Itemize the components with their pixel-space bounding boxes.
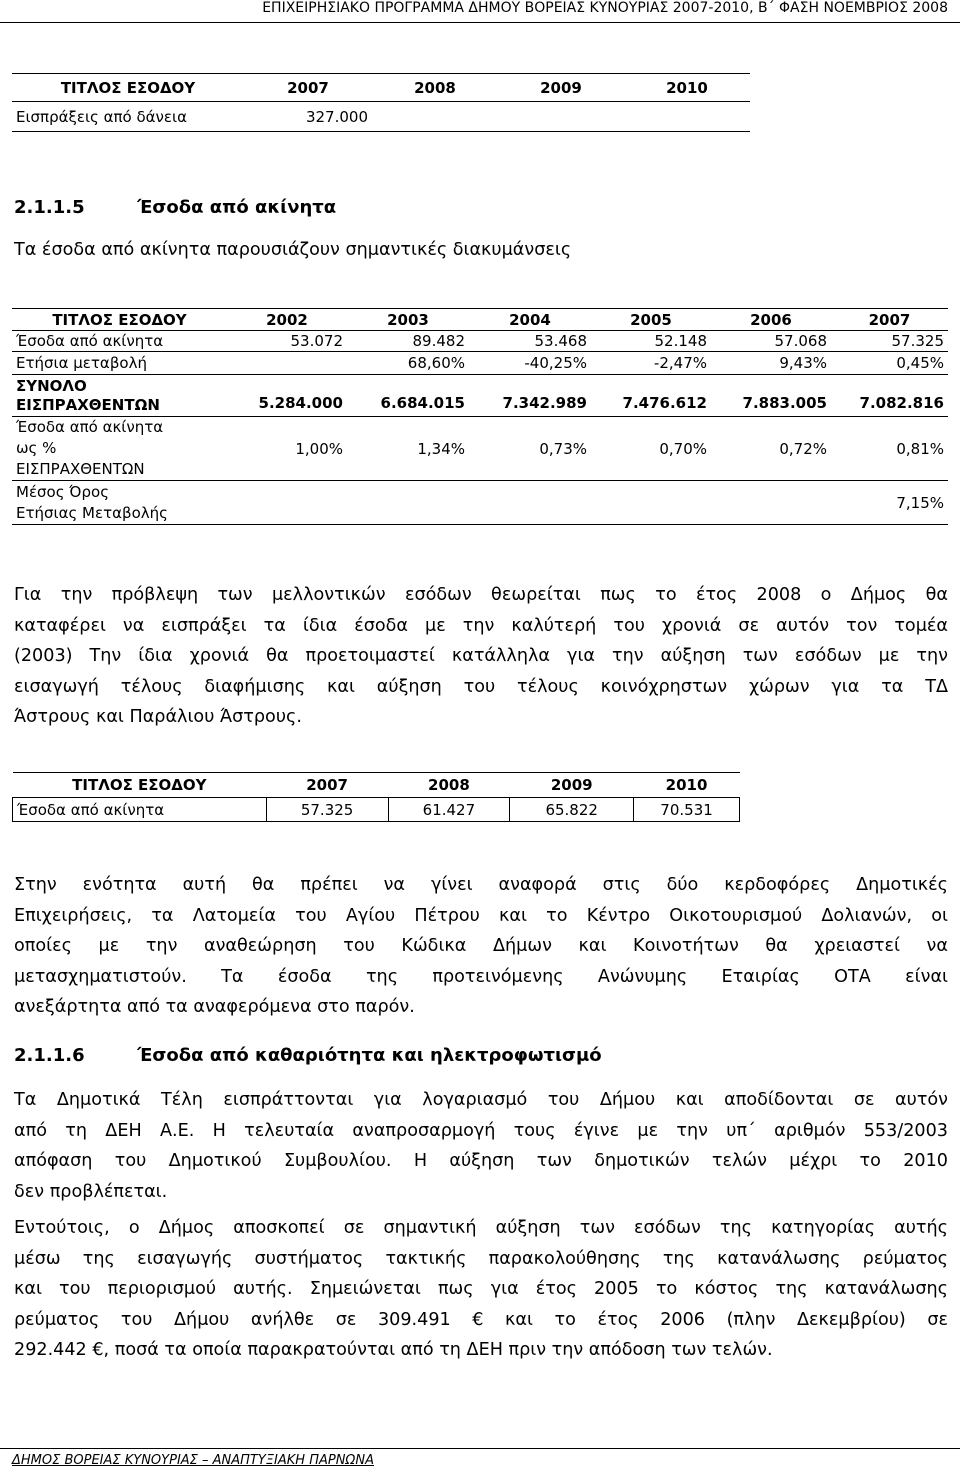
enterprises-paragraph <box>14 870 948 1023</box>
table-cell: 53.468 <box>534 332 587 350</box>
electricity-paragraph <box>14 1213 948 1366</box>
paragraph-line: Επιχειρήσεις, τα Λατομεία του Αγίου Πέτρου και το Κέντρο Οικοτουρισμού Δολιανών, οι <box>14 905 948 926</box>
table-header-cell: ΤΙΤΛΟΣ ΕΣΟΔΟΥ <box>60 78 196 97</box>
table-cell: 68,60% <box>407 354 465 372</box>
section-title: Έσοδα από καθαριότητα και ηλεκτροφωτισμό <box>137 1045 602 1066</box>
table-cell: -40,25% <box>524 354 587 372</box>
paragraph-line: από τη ΔΕΗ Α.Ε. Η τελευταία αναπροσαρμογή τους έγινε με την υπ΄ αριθμόν 553/2003 <box>14 1120 948 1141</box>
table-cell: 7.476.612 <box>622 393 707 412</box>
row-label-line: ΕΙΣΠΡΑΧΘΕΝΤΩΝ <box>16 395 160 414</box>
table-cell: 61.427 <box>388 798 510 822</box>
footer-divider <box>0 1448 960 1449</box>
municipal-fees-paragraph <box>14 1085 948 1207</box>
table-cell <box>12 481 227 525</box>
paragraph-line: 292.442 €, ποσά τα οποία παρακρατούνται από τη ΔΕΗ πριν την απόδοση των τελών. <box>14 1340 773 1360</box>
header-divider <box>0 22 960 23</box>
forecast-paragraph <box>14 580 948 733</box>
table-header-cell: 2008 <box>428 776 470 794</box>
table-cell: 0,81% <box>896 439 944 458</box>
table-cell: 7.082.816 <box>859 393 944 412</box>
paragraph-line: και του περιορισμού αυτής. Σημειώνεται πως για έτος 2005 το κόστος της κατανάλωσης <box>14 1279 948 1299</box>
table-cell <box>12 375 227 417</box>
table-cell <box>347 481 469 525</box>
table-header-cell: 2010 <box>666 78 708 97</box>
table-header-cell: 2007 <box>287 78 329 97</box>
section-heading-2-1-1-6 <box>14 1045 602 1066</box>
table-cell: 53.072 <box>290 332 343 350</box>
table-cell: 57.068 <box>774 332 827 350</box>
property-forecast-table <box>12 772 740 822</box>
paragraph-line: (2003) Την ίδια χρονιά θα προετοιμαστεί κατάλληλα για την αύξηση των εσόδων με την <box>14 646 948 666</box>
paragraph-line: μετασχηματιστούν. Τα έσοδα της προτεινόμενης Ανώνυμης Εταιρίας ΟΤΑ είναι <box>14 966 948 987</box>
table-cell: Έσοδα από ακίνητα <box>16 332 164 350</box>
table-header-cell: 2002 <box>266 310 308 329</box>
table-cell: Εισπράξεις από δάνεια <box>16 107 187 126</box>
paragraph-line: ρεύματος του Δήμου ανήλθε σε 309.491 € και το έτος 2006 (πλην Δεκεμβρίου) σε <box>14 1309 948 1330</box>
section-number: 2.1.1.6 <box>14 1045 85 1066</box>
table-cell: 1,00% <box>295 439 343 458</box>
page-footer: ΔΗΜΟΣ ΒΟΡΕΙΑΣ ΚΥΝΟΥΡΙΑΣ – ΑΝΑΠΤΥΞΙΑΚΗ ΠΑΡΝΩΝΑ <box>12 1453 374 1468</box>
row-label-line: Ετήσιας Μεταβολής <box>16 503 168 522</box>
paragraph-line: Για την πρόβλεψη των μελλοντικών εσόδων θεωρείται πως το έτος 2008 ο Δήμος θα <box>14 585 948 605</box>
table-cell: 327.000 <box>305 107 368 126</box>
table-cell <box>711 481 831 525</box>
table-cell: 0,73% <box>539 439 587 458</box>
table-cell: 65.822 <box>510 798 634 822</box>
table-cell: 52.148 <box>654 332 707 350</box>
table-header-cell: 2003 <box>387 310 429 329</box>
section-number: 2.1.1.5 <box>14 197 85 218</box>
table-cell <box>624 102 750 132</box>
property-revenue-table <box>12 308 948 525</box>
paragraph-line: δεν προβλέπεται. <box>14 1181 168 1202</box>
paragraph-line: απόφαση του Δημοτικού Συμβουλίου. Η αύξηση των δημοτικών τελών μέχρι το 2010 <box>14 1151 948 1171</box>
table-header-cell: 2008 <box>414 78 456 97</box>
table-cell: 6.684.015 <box>380 393 465 412</box>
page-header: ΕΠΙΧΕΙΡΗΣΙΑΚΟ ΠΡΟΓΡΑΜΜΑ ΔΗΜΟΥ ΒΟΡΕΙΑΣ ΚΥΝΟΥΡΙΑΣ 2007-2010, Β΄ ΦΑΣΗ ΝΟΕΜΒΡΙΟΣ 2008 <box>262 0 948 16</box>
paragraph-line: καταφέρει να εισπράξει τα ίδια έσοδα με την καλύτερή του χρονιά σε αυτόν τον τομέα <box>14 615 948 636</box>
paragraph-line: ανεξάρτητα από τα αναφερόμενα στο παρόν. <box>14 997 415 1017</box>
table-header-cell: ΤΙΤΛΟΣ ΕΣΟΔΟΥ <box>52 310 187 329</box>
table-cell: 7.883.005 <box>742 393 827 412</box>
table-cell: 7,15% <box>896 493 944 512</box>
paragraph-line: μέσω της εισαγωγής συστήματος τακτικής παρακολούθησης της κατανάλωσης ρεύματος <box>14 1248 948 1269</box>
table-cell: 57.325 <box>266 798 388 822</box>
table-cell: Ετήσια μεταβολή <box>16 354 147 372</box>
row-label-line: Μέσος Όρος <box>16 482 109 501</box>
table-cell: 9,43% <box>779 354 827 372</box>
section-title: Έσοδα από ακίνητα <box>137 197 337 218</box>
table-header-cell: 2007 <box>868 310 911 329</box>
loan-receipts-table <box>12 73 750 132</box>
table-header-cell: 2005 <box>630 310 672 329</box>
table-cell: Έσοδα από ακίνητα <box>13 798 267 822</box>
paragraph-line: Άστρους και Παράλιου Άστρους. <box>14 707 302 727</box>
paragraph-line: οποίες με την αναθεώρηση του Κώδικα Δήμων και Κοινοτήτων θα χρειαστεί να <box>14 936 948 956</box>
table-cell: 5.284.000 <box>258 393 343 412</box>
table-cell: 0,70% <box>659 439 707 458</box>
table-cell <box>372 102 498 132</box>
table-header-cell: 2006 <box>750 310 792 329</box>
row-label-line: ως % <box>16 439 57 457</box>
paragraph-line: εισαγωγή τέλους διαφήμισης και αύξηση του τέλους κοινόχρηστων χώρων για τα ΤΔ <box>14 676 948 697</box>
table-header-cell: ΤΙΤΛΟΣ ΕΣΟΔΟΥ <box>72 776 207 794</box>
table-cell: 70.531 <box>634 798 740 822</box>
table-header-cell: 2009 <box>540 78 582 97</box>
table-cell: -2,47% <box>653 354 707 372</box>
table-header-cell: 2010 <box>665 776 708 794</box>
table-cell <box>591 481 711 525</box>
table-header-cell: 2009 <box>550 776 593 794</box>
row-label-line: ΕΙΣΠΡΑΧΘΕΝΤΩΝ <box>16 460 145 478</box>
row-label-line: ΣΥΝΟΛΟ <box>16 376 87 395</box>
table-cell <box>227 481 347 525</box>
intro-text: Τα έσοδα από ακίνητα παρουσιάζουν σημαντικές διακυμάνσεις <box>14 240 572 260</box>
table-header-cell: 2007 <box>306 776 348 794</box>
table-header-cell: 2004 <box>509 310 551 329</box>
table-cell <box>498 102 624 132</box>
table-cell: 57.325 <box>891 332 944 350</box>
table-cell: 0,72% <box>779 439 827 458</box>
paragraph-line: Τα Δημοτικά Τέλη εισπράττονται για λογαριασμό του Δήμου και αποδίδονται σε αυτόν <box>14 1090 948 1110</box>
section-heading-2-1-1-5 <box>14 197 336 218</box>
row-label-line: Έσοδα από ακίνητα <box>16 418 164 436</box>
table-cell <box>469 481 591 525</box>
table-cell: 1,34% <box>417 439 465 458</box>
table-cell: 7.342.989 <box>502 393 587 412</box>
paragraph-line: Στην ενότητα αυτή θα πρέπει να γίνει αναφορά στις δύο κερδοφόρες Δημοτικές <box>14 875 948 895</box>
paragraph-line: Εντούτοις, ο Δήμος αποσκοπεί σε σημαντική αύξηση των εσόδων της κατηγορίας αυτής <box>14 1218 948 1238</box>
table-cell: 89.482 <box>412 332 465 350</box>
table-cell <box>12 417 227 481</box>
table-cell: 0,45% <box>896 354 944 372</box>
table-cell <box>227 352 347 375</box>
